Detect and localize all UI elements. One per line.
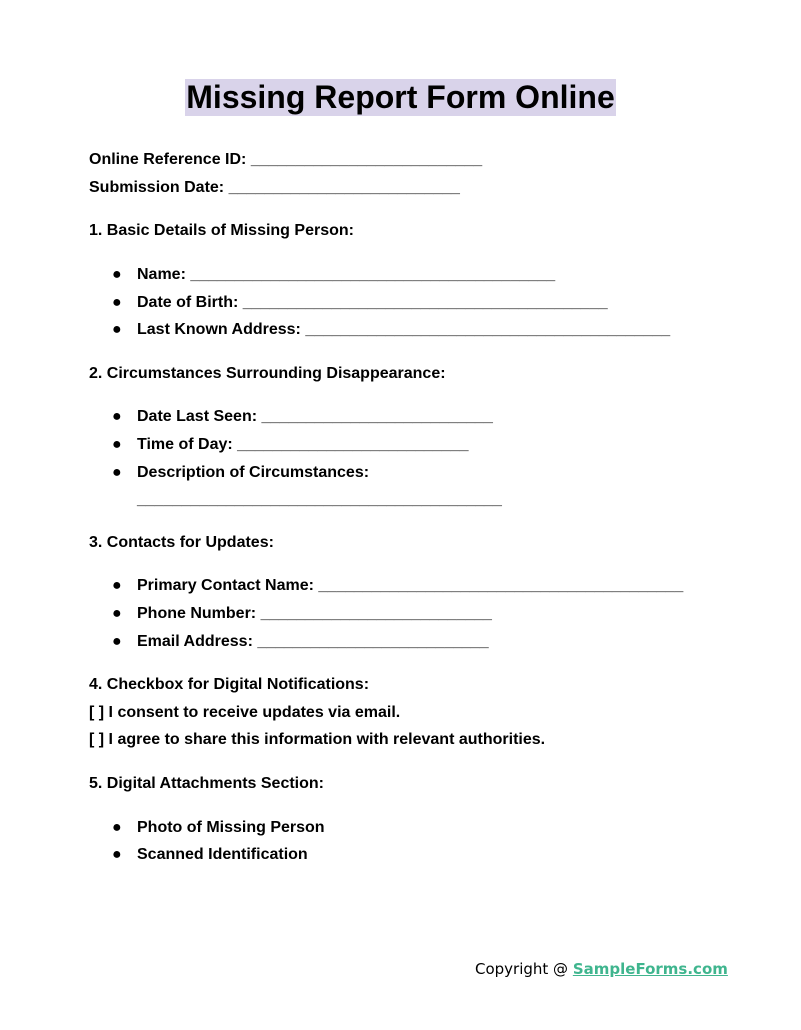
reference-id-field: Online Reference ID: __________________________ — [89, 151, 483, 168]
bullet-icon: ● — [112, 846, 122, 863]
bullet-icon: ● — [112, 605, 122, 622]
bullet-icon: ● — [112, 577, 122, 594]
page-title: Missing Report Form Online — [186, 79, 615, 115]
field-email-address: Email Address: __________________________ — [137, 633, 489, 650]
checkbox-share-authorities: [ ] I agree to share this information with relevant authorities. — [89, 731, 546, 748]
copyright-text: Copyright @ — [475, 960, 573, 978]
field-description-of-circumstances: Description of Circumstances: — [137, 464, 370, 481]
bullet-icon: ● — [112, 321, 122, 338]
bullet-icon: ● — [112, 464, 122, 481]
section-heading-attachments: 5. Digital Attachments Section: — [89, 775, 324, 792]
field-description-line: _________________________________________ — [137, 491, 502, 508]
bullet-icon: ● — [112, 408, 122, 425]
field-time-of-day: Time of Day: __________________________ — [137, 436, 469, 453]
field-date-last-seen: Date Last Seen: __________________________ — [137, 408, 493, 425]
field-name: Name: _________________________________________ — [137, 266, 556, 283]
section-heading-contacts: 3. Contacts for Updates: — [89, 534, 274, 551]
bullet-icon: ● — [112, 819, 122, 836]
attachment-scanned-id: Scanned Identification — [137, 846, 308, 863]
checkbox-consent-email: [ ] I consent to receive updates via email. — [89, 704, 401, 721]
field-primary-contact-name: Primary Contact Name: _________________________________________ — [137, 577, 684, 594]
bullet-icon: ● — [112, 266, 122, 283]
section-heading-digital-notifications: 4. Checkbox for Digital Notifications: — [89, 676, 370, 693]
footer-copyright — [475, 960, 728, 979]
attachment-photo: Photo of Missing Person — [137, 819, 325, 836]
field-date-of-birth: Date of Birth: _________________________________________ — [137, 294, 608, 311]
section-heading-basic-details: 1. Basic Details of Missing Person: — [89, 222, 354, 239]
section-heading-circumstances: 2. Circumstances Surrounding Disappearance: — [89, 365, 446, 382]
brand-link[interactable]: SampleForms.com — [572, 960, 728, 978]
field-last-known-address: Last Known Address: _________________________________________ — [137, 321, 671, 338]
bullet-icon: ● — [112, 633, 122, 650]
bullet-icon: ● — [112, 294, 122, 311]
bullet-icon: ● — [112, 436, 122, 453]
submission-date-field: Submission Date: __________________________ — [89, 179, 460, 196]
field-phone-number: Phone Number: __________________________ — [137, 605, 492, 622]
